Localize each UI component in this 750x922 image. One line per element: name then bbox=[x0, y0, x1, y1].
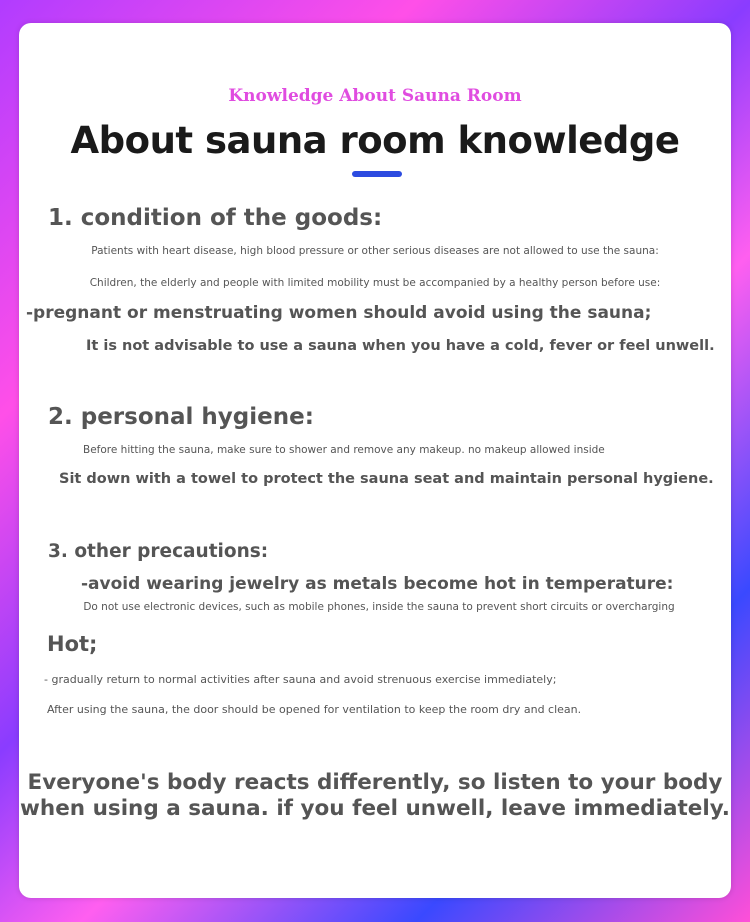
rule-pregnant: -pregnant or menstruating women should avoid using the sauna; bbox=[26, 303, 652, 323]
rule-children-elderly: Children, the elderly and people with limited mobility must be accompanied by a healthy person before use: bbox=[89, 277, 661, 289]
section-heading-precautions: 3. other precautions: bbox=[48, 541, 269, 562]
section-heading-conditions: 1. condition of the goods: bbox=[48, 205, 383, 231]
title-underline bbox=[352, 171, 402, 177]
section-heading-hygiene: 2. personal hygiene: bbox=[48, 404, 314, 430]
rule-heart-disease: Patients with heart disease, high blood pressure or other serious diseases are not allowed to use the sauna: bbox=[91, 245, 659, 257]
rule-electronics: Do not use electronic devices, such as mobile phones, inside the sauna to prevent short circuits or overcharging bbox=[83, 601, 675, 613]
rule-shower: Before hitting the sauna, make sure to shower and remove any makeup. no makeup allowed inside bbox=[83, 444, 605, 456]
page-title: About sauna room knowledge bbox=[70, 119, 680, 162]
rule-cold-fever: It is not advisable to use a sauna when you have a cold, fever or feel unwell. bbox=[86, 338, 715, 354]
rule-ventilation: After using the sauna, the door should be opened for ventilation to keep the room dry and clean. bbox=[47, 703, 582, 716]
page-subtitle: Knowledge About Sauna Room bbox=[228, 86, 522, 106]
closing-note: Everyone's body reacts differently, so listen to your body when using a sauna. if you feel unwell, leave immediately. bbox=[20, 770, 730, 821]
rule-jewelry: -avoid wearing jewelry as metals become hot in temperature: bbox=[81, 574, 674, 594]
hot-label: Hot; bbox=[47, 632, 98, 656]
rule-towel: Sit down with a towel to protect the sauna seat and maintain personal hygiene. bbox=[59, 471, 714, 487]
rule-return-activities: - gradually return to normal activities after sauna and avoid strenuous exercise immediately; bbox=[44, 673, 557, 686]
content-card bbox=[19, 23, 731, 898]
